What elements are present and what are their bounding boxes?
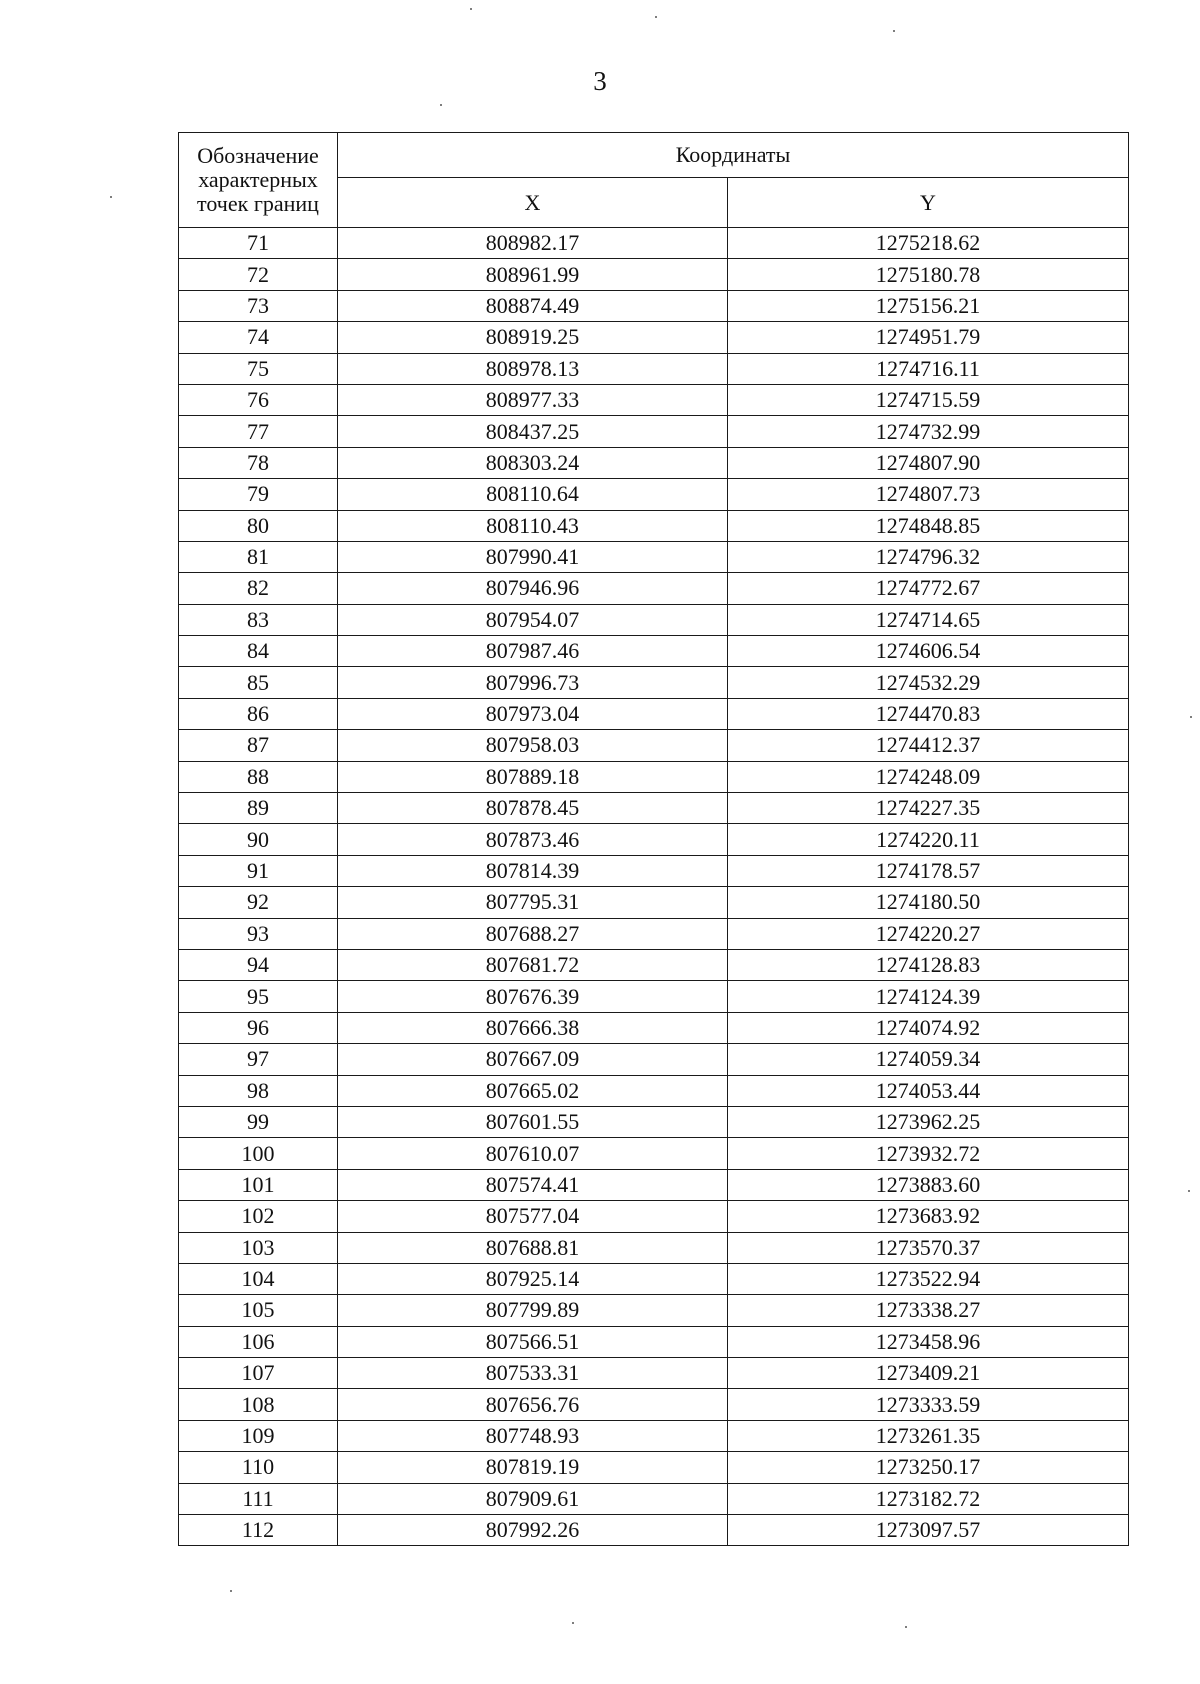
x-coordinate-cell: 807656.76 xyxy=(338,1389,728,1420)
y-coordinate-cell: 1274227.35 xyxy=(728,793,1129,824)
x-coordinate-cell: 808874.49 xyxy=(338,290,728,321)
y-coordinate-cell: 1274053.44 xyxy=(728,1075,1129,1106)
y-coordinate-cell: 1274716.11 xyxy=(728,353,1129,384)
x-coordinate-cell: 808110.43 xyxy=(338,510,728,541)
table-row xyxy=(179,416,1129,447)
x-coordinate-cell: 807878.45 xyxy=(338,793,728,824)
point-cell: 102 xyxy=(179,1201,338,1232)
y-coordinate-cell: 1274715.59 xyxy=(728,384,1129,415)
table-row xyxy=(179,1452,1129,1483)
x-coordinate-cell: 807819.19 xyxy=(338,1452,728,1483)
table-row xyxy=(179,259,1129,290)
y-coordinate-cell: 1273261.35 xyxy=(728,1420,1129,1451)
point-cell: 91 xyxy=(179,855,338,886)
x-coordinate-cell: 807681.72 xyxy=(338,949,728,980)
table-row xyxy=(179,1012,1129,1043)
point-cell: 94 xyxy=(179,949,338,980)
y-coordinate-cell: 1274220.11 xyxy=(728,824,1129,855)
table-row xyxy=(179,353,1129,384)
x-coordinate-cell: 807954.07 xyxy=(338,604,728,635)
y-coordinate-cell: 1274732.99 xyxy=(728,416,1129,447)
y-coordinate-cell: 1273683.92 xyxy=(728,1201,1129,1232)
point-cell: 101 xyxy=(179,1169,338,1200)
point-cell: 72 xyxy=(179,259,338,290)
table-row xyxy=(179,228,1129,259)
point-cell: 77 xyxy=(179,416,338,447)
table-row xyxy=(179,1138,1129,1169)
point-cell: 76 xyxy=(179,384,338,415)
x-coordinate-cell: 807814.39 xyxy=(338,855,728,886)
x-coordinate-cell: 807958.03 xyxy=(338,730,728,761)
scan-speck xyxy=(440,104,442,106)
y-coordinate-cell: 1273409.21 xyxy=(728,1358,1129,1389)
point-cell: 85 xyxy=(179,667,338,698)
table-row xyxy=(179,636,1129,667)
y-coordinate-cell: 1273570.37 xyxy=(728,1232,1129,1263)
table-header xyxy=(179,133,1129,228)
table-row xyxy=(179,1232,1129,1263)
point-cell: 75 xyxy=(179,353,338,384)
x-coordinate-cell: 807909.61 xyxy=(338,1483,728,1514)
table-row xyxy=(179,1483,1129,1514)
y-coordinate-cell: 1273883.60 xyxy=(728,1169,1129,1200)
x-coordinate-cell: 807946.96 xyxy=(338,573,728,604)
scan-speck xyxy=(572,1622,574,1624)
y-coordinate-cell: 1274807.90 xyxy=(728,447,1129,478)
coordinates-table xyxy=(178,132,1129,1546)
y-coordinate-cell: 1273338.27 xyxy=(728,1295,1129,1326)
x-coordinate-cell: 808110.64 xyxy=(338,479,728,510)
y-coordinate-cell: 1275218.62 xyxy=(728,228,1129,259)
y-column-header: Y xyxy=(728,178,1129,228)
x-coordinate-cell: 807873.46 xyxy=(338,824,728,855)
table-row xyxy=(179,887,1129,918)
y-coordinate-cell: 1274074.92 xyxy=(728,1012,1129,1043)
scan-speck xyxy=(470,8,472,10)
scan-speck xyxy=(230,1590,232,1592)
y-coordinate-cell: 1274796.32 xyxy=(728,541,1129,572)
table-row xyxy=(179,1389,1129,1420)
point-cell: 111 xyxy=(179,1483,338,1514)
table-row xyxy=(179,1263,1129,1294)
y-coordinate-cell: 1273932.72 xyxy=(728,1138,1129,1169)
point-cell: 99 xyxy=(179,1106,338,1137)
point-cell: 96 xyxy=(179,1012,338,1043)
table-row xyxy=(179,604,1129,635)
x-coordinate-cell: 807795.31 xyxy=(338,887,728,918)
table-body xyxy=(179,228,1129,1546)
point-cell: 95 xyxy=(179,981,338,1012)
x-coordinate-cell: 808437.25 xyxy=(338,416,728,447)
y-coordinate-cell: 1274848.85 xyxy=(728,510,1129,541)
table-row xyxy=(179,1044,1129,1075)
y-coordinate-cell: 1274124.39 xyxy=(728,981,1129,1012)
x-coordinate-cell: 807990.41 xyxy=(338,541,728,572)
table-row xyxy=(179,290,1129,321)
x-coordinate-cell: 807676.39 xyxy=(338,981,728,1012)
x-coordinate-cell: 807688.81 xyxy=(338,1232,728,1263)
table-row xyxy=(179,384,1129,415)
table-row xyxy=(179,1326,1129,1357)
point-cell: 82 xyxy=(179,573,338,604)
x-coordinate-cell: 807574.41 xyxy=(338,1169,728,1200)
table-row xyxy=(179,1075,1129,1106)
point-cell: 81 xyxy=(179,541,338,572)
table-row xyxy=(179,322,1129,353)
table-row xyxy=(179,1169,1129,1200)
point-cell: 90 xyxy=(179,824,338,855)
table-row xyxy=(179,824,1129,855)
y-coordinate-cell: 1274606.54 xyxy=(728,636,1129,667)
y-coordinate-cell: 1273182.72 xyxy=(728,1483,1129,1514)
x-coordinate-cell: 807688.27 xyxy=(338,918,728,949)
point-cell: 97 xyxy=(179,1044,338,1075)
x-coordinate-cell: 807577.04 xyxy=(338,1201,728,1232)
scan-speck xyxy=(905,1626,907,1628)
x-coordinate-cell: 808982.17 xyxy=(338,228,728,259)
point-cell: 73 xyxy=(179,290,338,321)
table-row xyxy=(179,855,1129,886)
table-row xyxy=(179,1515,1129,1546)
scan-speck xyxy=(893,30,895,32)
x-coordinate-cell: 807667.09 xyxy=(338,1044,728,1075)
y-coordinate-cell: 1274470.83 xyxy=(728,698,1129,729)
point-cell: 107 xyxy=(179,1358,338,1389)
table-row xyxy=(179,1295,1129,1326)
x-coordinate-cell: 807799.89 xyxy=(338,1295,728,1326)
point-cell: 71 xyxy=(179,228,338,259)
table-row xyxy=(179,510,1129,541)
y-coordinate-cell: 1274178.57 xyxy=(728,855,1129,886)
point-cell: 84 xyxy=(179,636,338,667)
x-coordinate-cell: 807992.26 xyxy=(338,1515,728,1546)
y-coordinate-cell: 1274059.34 xyxy=(728,1044,1129,1075)
y-coordinate-cell: 1274532.29 xyxy=(728,667,1129,698)
table-row xyxy=(179,541,1129,572)
designation-header: Обозначение характерных точек границ xyxy=(179,133,338,228)
table-row xyxy=(179,479,1129,510)
table-row xyxy=(179,667,1129,698)
y-coordinate-cell: 1274220.27 xyxy=(728,918,1129,949)
y-coordinate-cell: 1273250.17 xyxy=(728,1452,1129,1483)
point-cell: 80 xyxy=(179,510,338,541)
y-coordinate-cell: 1274180.50 xyxy=(728,887,1129,918)
x-coordinate-cell: 807925.14 xyxy=(338,1263,728,1294)
y-coordinate-cell: 1274772.67 xyxy=(728,573,1129,604)
x-coordinate-cell: 808961.99 xyxy=(338,259,728,290)
table-row xyxy=(179,1201,1129,1232)
y-coordinate-cell: 1274714.65 xyxy=(728,604,1129,635)
table-row xyxy=(179,1106,1129,1137)
scan-speck xyxy=(1188,1190,1190,1192)
table-row xyxy=(179,730,1129,761)
y-coordinate-cell: 1274412.37 xyxy=(728,730,1129,761)
x-coordinate-cell: 807996.73 xyxy=(338,667,728,698)
point-cell: 112 xyxy=(179,1515,338,1546)
page-number: 3 xyxy=(593,66,607,96)
scan-speck xyxy=(1190,716,1192,718)
table-row xyxy=(179,573,1129,604)
y-coordinate-cell: 1274248.09 xyxy=(728,761,1129,792)
x-coordinate-cell: 807748.93 xyxy=(338,1420,728,1451)
y-coordinate-cell: 1273097.57 xyxy=(728,1515,1129,1546)
point-cell: 103 xyxy=(179,1232,338,1263)
table-row xyxy=(179,447,1129,478)
point-cell: 87 xyxy=(179,730,338,761)
y-coordinate-cell: 1275180.78 xyxy=(728,259,1129,290)
point-cell: 74 xyxy=(179,322,338,353)
point-cell: 98 xyxy=(179,1075,338,1106)
point-cell: 106 xyxy=(179,1326,338,1357)
x-coordinate-cell: 807665.02 xyxy=(338,1075,728,1106)
y-coordinate-cell: 1274128.83 xyxy=(728,949,1129,980)
point-cell: 88 xyxy=(179,761,338,792)
x-coordinate-cell: 808919.25 xyxy=(338,322,728,353)
point-cell: 100 xyxy=(179,1138,338,1169)
table-row xyxy=(179,1420,1129,1451)
point-cell: 110 xyxy=(179,1452,338,1483)
x-coordinate-cell: 807987.46 xyxy=(338,636,728,667)
y-coordinate-cell: 1275156.21 xyxy=(728,290,1129,321)
x-coordinate-cell: 807566.51 xyxy=(338,1326,728,1357)
point-cell: 105 xyxy=(179,1295,338,1326)
point-cell: 108 xyxy=(179,1389,338,1420)
x-coordinate-cell: 808978.13 xyxy=(338,353,728,384)
point-cell: 78 xyxy=(179,447,338,478)
table-row xyxy=(179,793,1129,824)
y-coordinate-cell: 1273522.94 xyxy=(728,1263,1129,1294)
scan-speck xyxy=(110,196,112,198)
x-coordinate-cell: 807889.18 xyxy=(338,761,728,792)
x-coordinate-cell: 808977.33 xyxy=(338,384,728,415)
y-coordinate-cell: 1273458.96 xyxy=(728,1326,1129,1357)
x-coordinate-cell: 807666.38 xyxy=(338,1012,728,1043)
x-coordinate-cell: 807601.55 xyxy=(338,1106,728,1137)
table-row xyxy=(179,918,1129,949)
point-cell: 79 xyxy=(179,479,338,510)
x-column-header: X xyxy=(338,178,728,228)
point-cell: 83 xyxy=(179,604,338,635)
y-coordinate-cell: 1273962.25 xyxy=(728,1106,1129,1137)
table-row xyxy=(179,949,1129,980)
point-cell: 86 xyxy=(179,698,338,729)
coordinates-header: Координаты xyxy=(338,133,1129,178)
point-cell: 89 xyxy=(179,793,338,824)
table-row xyxy=(179,761,1129,792)
x-coordinate-cell: 807533.31 xyxy=(338,1358,728,1389)
point-cell: 109 xyxy=(179,1420,338,1451)
x-coordinate-cell: 808303.24 xyxy=(338,447,728,478)
point-cell: 93 xyxy=(179,918,338,949)
y-coordinate-cell: 1274951.79 xyxy=(728,322,1129,353)
point-cell: 92 xyxy=(179,887,338,918)
y-coordinate-cell: 1273333.59 xyxy=(728,1389,1129,1420)
point-cell: 104 xyxy=(179,1263,338,1294)
y-coordinate-cell: 1274807.73 xyxy=(728,479,1129,510)
x-coordinate-cell: 807610.07 xyxy=(338,1138,728,1169)
table-row xyxy=(179,1358,1129,1389)
x-coordinate-cell: 807973.04 xyxy=(338,698,728,729)
table-row xyxy=(179,981,1129,1012)
table-row xyxy=(179,698,1129,729)
scan-speck xyxy=(655,16,657,18)
header-row-top xyxy=(179,133,1129,178)
